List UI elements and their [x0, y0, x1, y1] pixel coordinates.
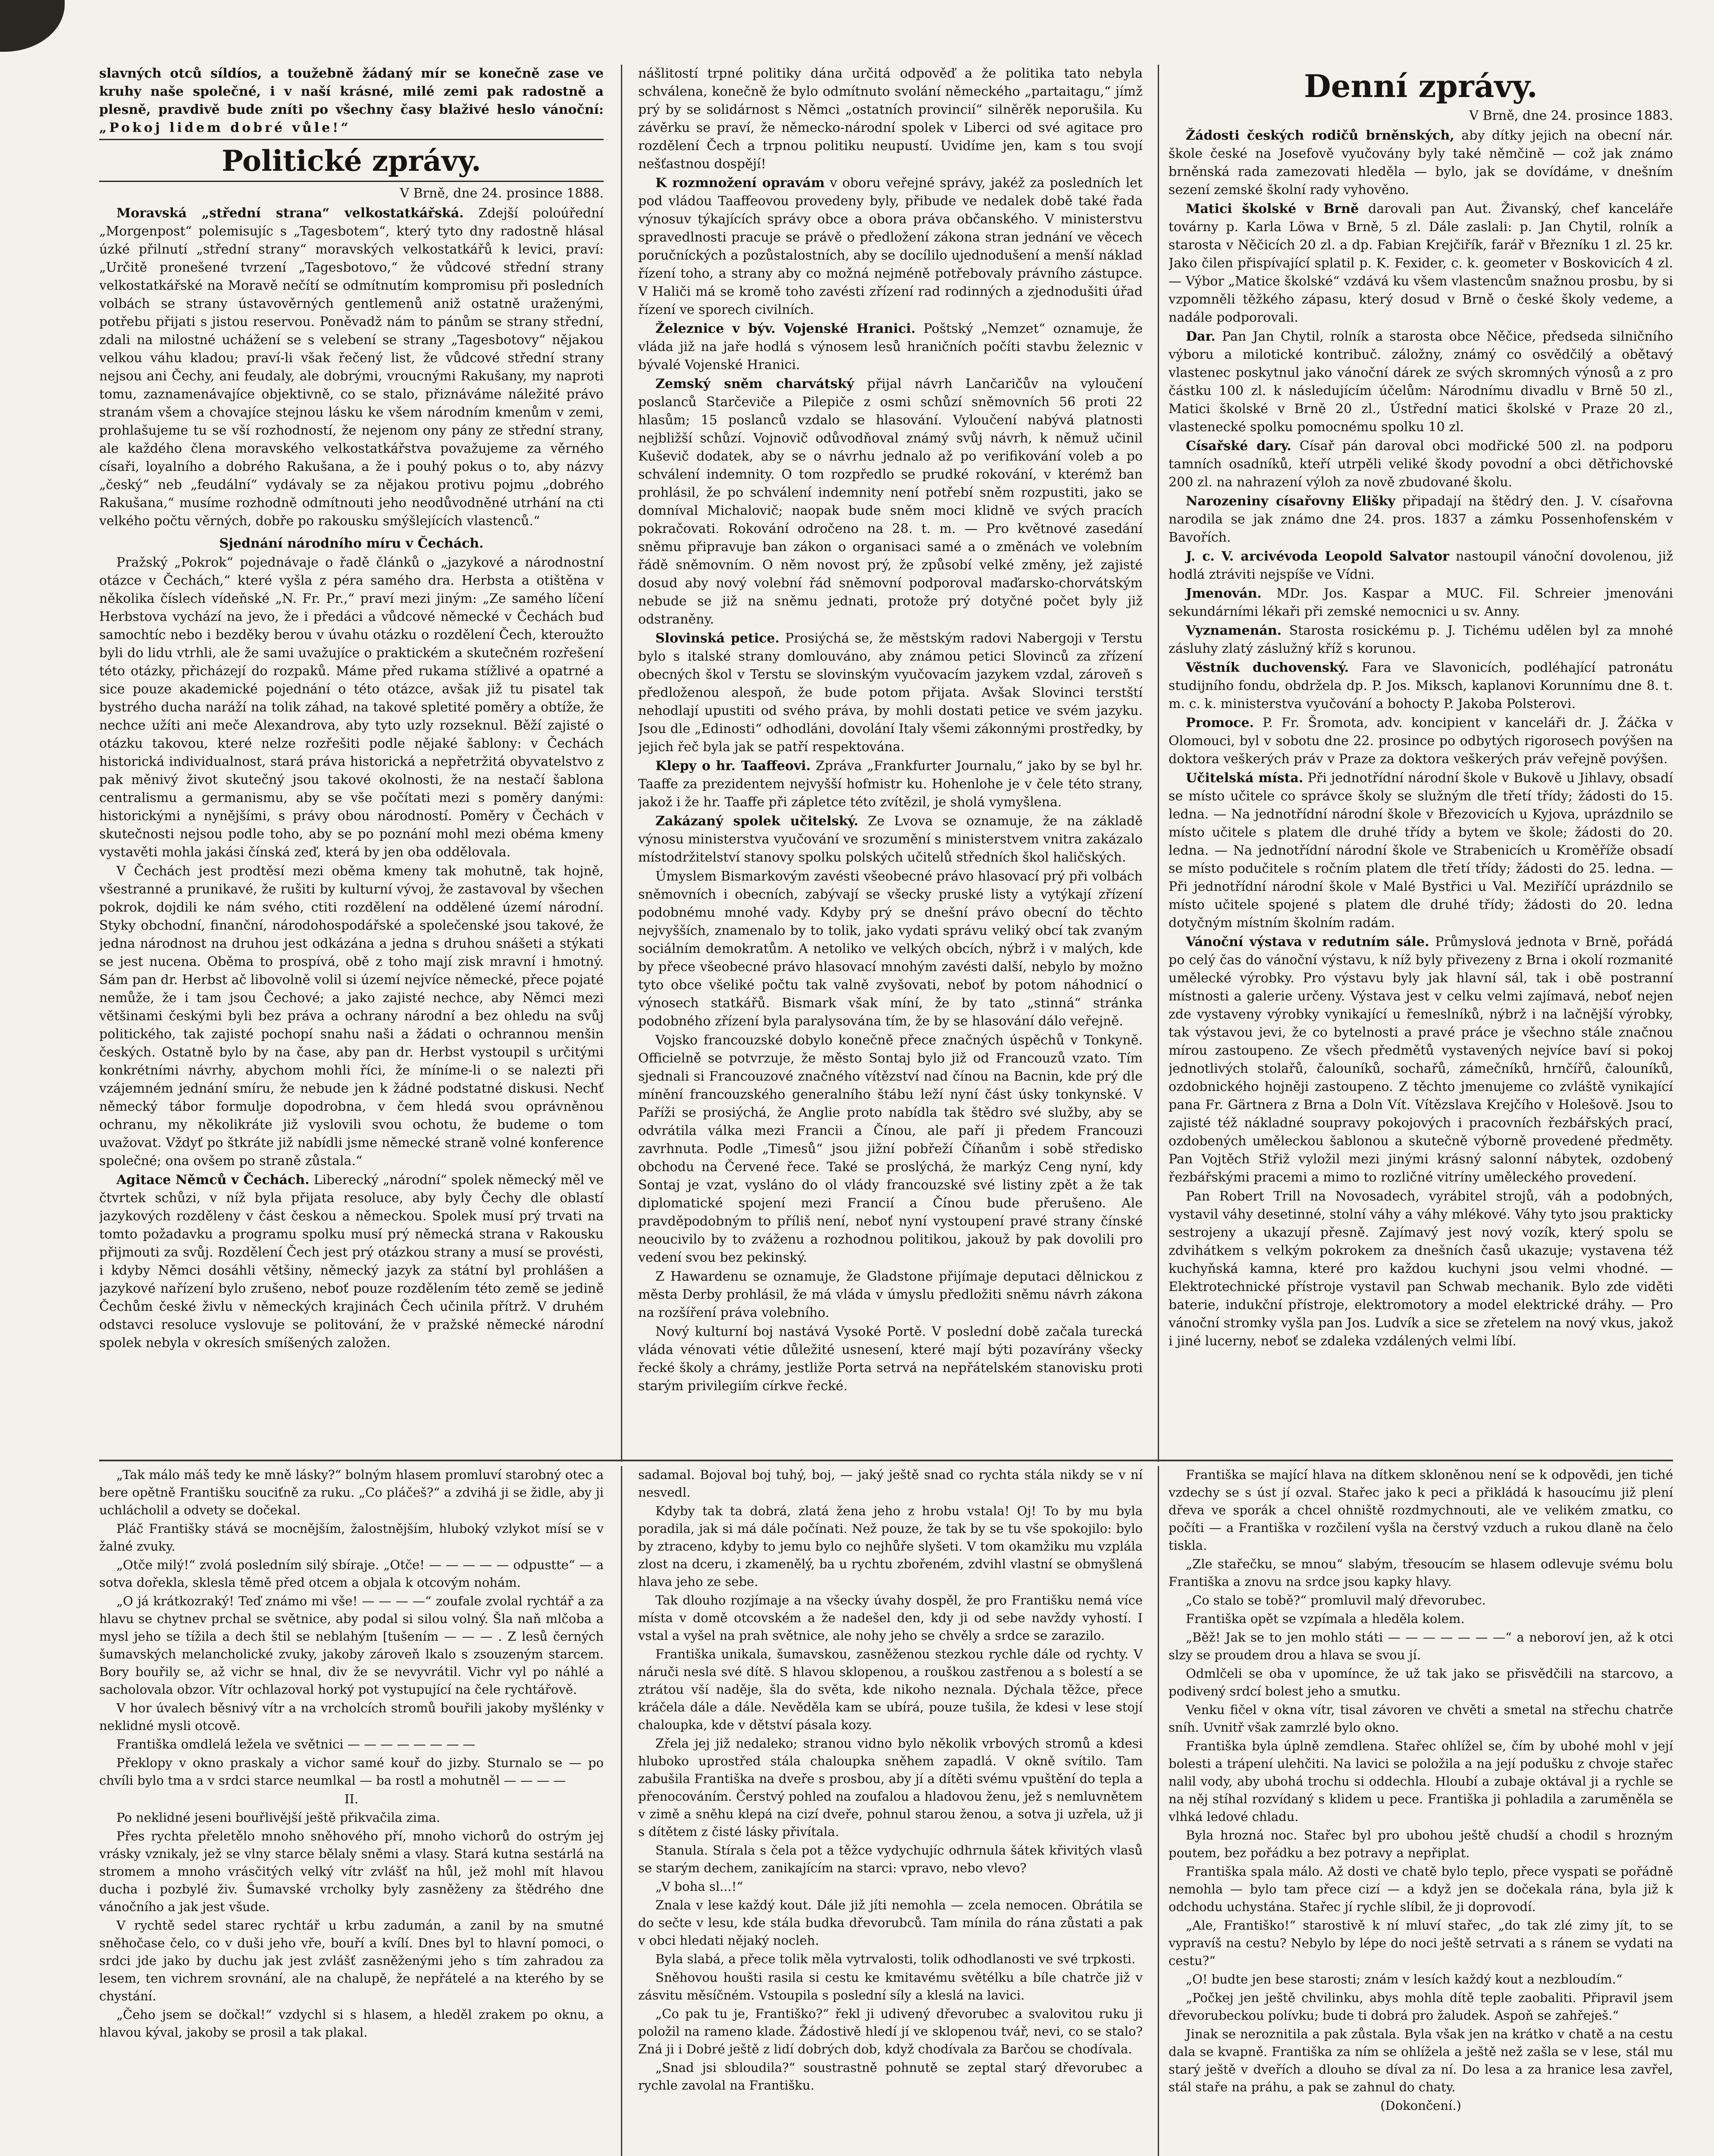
intro-paragraph: slavných otců síldíos, a toužebně žádaný mír se konečně zase ve kruhy naše společné, i v naší krásné, milé zemi pak radostně a plesně, pravdivě bude zníti po všechny časy blaživé heslo vánoční: „Pokoj lidem dobré vůle!“: [99, 66, 604, 135]
feuilleton-column-2: [638, 1466, 1143, 2156]
news-christmas-exhibition: Vánoční výstava v redutním sále. Průmyslová jednota v Brně, pořádá po celý čas do vánoční výstavu, k níž byly přivezeny z Brna i okolí rozmanité umělecké výrobky. Pro výstavu byly jak hlavní sál, tak i obě postranní místnosti a galerie určeny. Výstava jest v celku velmi zajímavá, neboť nejen zde vystaveny výrobky vynikající u řemeslníků, nýbrž i na lačnější výrobky, tak výstavou jevi, že co bytelnosti a pravé práce je všechno stále značnou mírou zastoupeno. Ze všech předmětů vystavených nejvíce baví si pokoj jednotlivých stolařů, čalouníků, sochařů, zámečníků, hrnčířů, čalouníků, ozdobnického hojněji zastoupeno. Z těchto jmenujeme co zvláště vynikající pana Fr. Gärtnera z Brna a Doln Vít. Vítězslava Krejčího v Holešově. Jsou to zajisté též nákladné soupravy pokojových i pracovních řezbářských prací, ozdobených uměleckou šablonou a skutečně výborně provedené předměty. Pan Vojtěch Střiž vyložil mezi jinými krásný salonní nábytek, ozdobený řezbářskými pracemi a mimo to rozličné vitríny uměleckého provedení.: [1169, 934, 1673, 1185]
feuilleton-divider: [99, 1460, 1673, 1461]
intro-motto: „Pokoj lidem dobré vůle!“: [99, 120, 351, 135]
column-divider: [1158, 65, 1159, 1462]
feuilleton-paragraph: Pláč Františky stává se mocnějším, žalostnějším, hluboký vzlykot mísí se v žalné zvuky.: [99, 1521, 604, 1554]
feuilleton-paragraph: Po neklidné jeseni bouřlivější ještě přikvačila zima.: [116, 1810, 440, 1825]
continuation-note: (Dokončení.): [1380, 2098, 1461, 2113]
feuilleton-paragraph: „Počkej jen ještě chvilinku, abys mohla dítě teple zaobaliti. Připravil jsem dřevorubeckou polívku; bude ti dobrá pro žaludek. Aspoň se zahřeješ.“: [1169, 1990, 1673, 2023]
article-banned-society: Zakázaný spolek učitelský. Ze Lvova se oznamuje, že na základě výnosu ministerstva vyučování ve srozumění s ministerstvem vnitra zakázalo místodržitelství stanovy spolku polských učitelů středních škol haličských.: [638, 814, 1143, 865]
feuilleton-paragraph: „Běž! Jak se to jen mohlo státi — — — — — — —“ a neboroví jen, až k otci slzy se proudem drou a hlava se svou jí.: [1169, 1630, 1673, 1662]
feuilleton-paragraph: Překlopy v okno praskaly a vichor samé kouř do jizby. Sturnalo se — po chvíli bylo tma a v srdci starce neumlkal — ba rostl a mohutněl — — — —: [99, 1755, 604, 1788]
feuilleton-paragraph: „O já krátkozraký! Teď známo mi vše! — — — —“ zoufale zvolal rychtář a za hlavu se chytnev prchal se světnice, aby podal si silou volný. Šla naň mlčoba a mysl jeho se tížila a dech štil se neblahým [tušením — — — . Z lesů černých šumavských melancholické zvuky, jakoby zároveň lkalo s zsouzeným starcem. Bory bouřily se, až vichr se hnal, div že se nevyvrátil. Vichr vyl po náhlé a sacholovala obzor. Vítr ochlazoval horký pot vystupující na čele rychtářově.: [99, 1594, 604, 1697]
feuilleton-paragraph: „O! budte jen bese starosti; znám v lesích každý kout a nezbloudím.“: [1186, 1972, 1623, 1987]
feuilleton-paragraph: Františka unikala, šumavskou, zasněženou stezkou rychle dále od rychty. V náruči nesla své dítě. S hlavou sklopenou, a rouškou zastřenou a s bolestí a se ztrátou vší naděje, šla do světa, kde nikoho neznala. Dýchala těžce, přece kráčela dále a dále. Nevěděla kam se ubírá, pouze tušila, že kdesi v lese stojí chaloupka, kde v dětství pásala kozy.: [638, 1647, 1143, 1732]
article-moravian-party: Moravská „střední strana“ velkostatkářská. Zdejší poloúřední „Morgenpost“ polemisujíc s „Tagesbotem“, který tyto dny radostně hlásal úzké přilnutí „střední strany“ moravských velkostatkářů k levici, praví: „Určitě pronešené tvrzení „Tagesbotovo,“ že vůdcové střední strany velkostatkářské na Moravě nečítí se odmítnutím kompromisu při posledních volbách se strany ústavověrných gentlemenů aniž ostatně uraženými, potřebu přijati s jistou reservou. Poněvadž nám to pánům se strany střední, zdali na milostné uchážení se s velebení se strany „Tagesbotovy“ nějakou velkou váhu kladou; praví-li však řečený list, že vůdcové střední strany nejsou ani Čechy, ani feudaly, ale dobrými, vroucnými Rakušany, my naproti tomu, zaznamenávajíce objektivně, co se stalo, přiznáváme náležité právo stranám všem a chovajíce stejnou lásku ke všem národním kmenům v zemi, prohlašujeme tu se vší rozhodností, že nejenom ony pány ze střední strany, ale každého člena moravského velkostatkářstva považujeme za věrného císaři, loyalního a dobrého Rakušana, a že i pouhý pokus o to, aby názvy „český“ neb „feudální“ vydávaly se za nějakou protivu pojmu „dobrého Rakušana,“ musíme rozhodně odmítnouti jeho neodůvodněné utrhání na cti velkého počtu věrných, dobře po rakousku smýšlejících vlastenců.“: [99, 206, 604, 529]
article-german-agitation: Agitace Němců v Čechách. Liberecký „národní“ spolek německý měl ve čtvrtek schůzi, v níž byla přijata resoluce, aby byly Čechy dle oblastí jazykových rozděleny v část českou a německou. Spolek musí prý trvati na tomto požadavku a programu spolku musí prý německá strana v Rakousku přijmouti za svůj. Rozdělení Čech jest prý otázkou strany a musí se provésti, i kdyby Němci dosáhli většiny, německý jazyk za státní byl prohlášen a jazykové nařízení bylo zrušeno, neboť pouze rozdělením této země se jedině Čechům české živlu v německých krajinách Čech učinila přítrž. V druhém odstavci resoluce vyslovuje se politování, že v pražské německé národní spolek nebyla v okresích smíšených založen.: [99, 1172, 604, 1351]
news-promotion: Promoce. P. Fr. Šromota, adv. koncipient v kanceláři dr. J. Žáčka v Olomouci, byl v sobotu dne 22. prosince po odbytých rigorosech povýšen na doktora veškerých práv v Praze za doktora veškerých práv veřejně povýšen.: [1169, 715, 1673, 767]
feuilleton-paragraph: Kdyby tak ta dobrá, zlatá žena jeho z hrobu vstala! Oj! To by mu byla poradila, jak si má dále počínati. Než pouze, že tak by se tu vše spokojilo: bylo by ztraceno, kdyby to jemu bylo co nejhůře slyšeti. V tom okamžiku mu vzplála zlost na dceru, i zkamenělý, ba u rychtu zbořeném, zdvihl vlastní se obmyšlená hlava jeho ze sebe.: [638, 1504, 1143, 1589]
torn-corner: [0, 0, 65, 52]
news-exhibition-cont: Pan Robert Trill na Novosadech, vyrábitel strojů, váh a podobných, vystavil váhy desetinné, stolní váhy a váhy mlékové. Váhy tyto jsou prakticky sestrojeny a ukazují přesně. Zajímavý jest nový vozík, který spolu se zdvihátkem s velkým pokrokem za dnešních časů ukazuje; vystavena též kuchyňská kamna, které pro každou kuchyni jsou velmi vhodné. — Elektrotechnické přístroje vystavil pan Schwab mechanik. Bylo zde viděti baterie, indukční přístroje, elektromotory a model elektrické dráhy. — Pro vánoční stromky vyšla pan Jos. Ludvík a sice se zřetelem na nový vkus, jakož i jiné lucerny, neboť se zdaleka vzdálených velmi líbí.: [1169, 1189, 1673, 1349]
news-gift: Dar. Pan Jan Chytil, rolník a starosta obce Něčice, předseda silničního výboru a milotické kontribuč. záložny, známý co osvědčilý a obětavý vlastenec poskytnul jako vánoční dárek ze svých skromných výnosů a z pro částku 100 zl. k následujícím účelům: Národnímu divadlu v Brně 50 zl., Matici školské v Brně 20 zl., Ústřední matici školské v Praze 20 zl., vlastenecké spolku pomocnému spolku 10 zl.: [1169, 329, 1673, 435]
article-national-peace: Pražský „Pokrok“ pojednávaje o řadě článků o „jazykové a národnostní otázce v Čechách,“ které vyšla z péra samého dra. Herbsta a otištěna v několika číslech vídeňské „N. Fr. Pr.,“ praví mezi jiným: „Ze samého líčení Herbstova vychází na jevo, že i předáci a vůdcové německé v Čechách buď samochtíc nebo i bezděky berou v úvahu otázku o rozdělení Čech, kteroužto byli do lidu vtrhli, ale že sami uvažujíce o praktickém a skutečném rozřešení této otázky, přicházejí do rozpaků. Máme před rukama stížlivé a opatrné a sice pouze akademické pojednání o této otázce, avšak již tu pisatel tak bystrého ducha naráží na tolik záhad, na takové spletité poměry a obtíže, že nechce užíti ani meče Alexandrova, aby tyto uzly rozseknul. Běží zajisté o otázku takovou, které nelze rozřešiti podle nějaké šablony: v Čechách historická individualnost, stará práva historická a nepřetržitá obyvatelstvo z pak měnivý život skutečný jsou takové okolnosti, že na nestačí šablona centralismu a germanismu, aby se vše počítati mezi s poměry danými: historickými a nynějšími, s právy obou národností. Poměry v Čechách v skutečnosti nejsou podle toho, aby se po poznání mohl mezi obéma kmeny vystavěti mohla jakási čínská zeď, která by jen oba oddělovala.: [99, 555, 604, 860]
feuilleton-column-3: [1169, 1466, 1673, 2156]
feuilleton-paragraph: Stanula. Stírala s čela pot a těžce vydychujíc odhrnula šátek křivitých vlasů se starým dechem, zanikajícím na starci: vpravo, nebo vlevo?: [638, 1843, 1143, 1875]
article-porte: Nový kulturní boj nastává Vysoké Portě. V poslední době začala turecká vláda vénovati vétie důležité usnesení, které mají býti pozavírány všecky řecké školy a chrámy, jestliže Porta setrvá na nepřátelském stanovisku proti starým privilegiím církve řecké.: [638, 1324, 1143, 1394]
feuilleton-paragraph: Zřela jej již nedaleko; stranou vidno bylo několik vrbových stromů a kdesi hluboko uprostřed stála chaloupka sněhem zapadlá. V okně svítilo. Tam zabušila Františka na dveře s prosbou, aby jí a dítěti svému vpuštění do tepla a přenocováním. Čerstvý pohled na zoufalou a hladovou ženu, jež s nemluvnětem v zimě a sněhu klepá na cizí dveře, pohnul starou ženou, a sotva ji uzřela, už ji s dítětem z čisté lásky přivítala.: [638, 1736, 1143, 1839]
feuilleton-paragraph: „Snad jsi sbloudila?“ soustrastně pohnutě se zeptal starý dřevorubec a rychle zavolal na Františku.: [638, 2060, 1143, 2093]
feuilleton-paragraph: Odmlčeli se oba v upomínce, že už tak jako se přisvědčili na starcovo, a podivený srdcí bolest jeho a smutku.: [1169, 1666, 1673, 1698]
news-honored: Vyznamenán. Starosta rosickému p. J. Tichému udělen byl za mnohé zásluhy zlatý záslužný kříž s korunou.: [1169, 623, 1673, 656]
article-continuation: nášlitostí trpné politiky dána určitá odpověď a že politika tato nebyla schválena, konečně že bylo odmítnuto svolání německého „partaitagu,“ jímž prý by se solidárnost s Němci „ostatních provincií“ silněrěk neporušila. Ku závěrku se praví, že německo-národní spolek v Liberci od své agitace pro rozdělení Čech a trpnou politiku neupustí. Uvidíme jen, kam s tou svojí nešťastnou dospějí!: [638, 66, 1143, 172]
subheading-national-peace: Sjednání národního míru v Čechách.: [219, 536, 484, 551]
news-empress-birthday: Narozeniny císařovny Elišky připadají na štědrý den. J. V. císařovna narodila se jak známo dne 24. pros. 1837 a zámku Possenhofenském v Bavořích.: [1169, 494, 1673, 545]
section-rule: [99, 181, 604, 182]
news-clergy: Věstník duchovenský. Fara ve Slavonicích, podléhající patronátu studijního fondu, obdržela dp. P. Jos. Miksch, kaplanovi Korunnímu dne 8. t. m. c. k. ministerstva vyučování a bohocty P. Jakoba Polsterovi.: [1169, 660, 1673, 711]
feuilleton-paragraph: „Čeho jsem se dočkal!“ vzdychl si s hlasem, a hleděl zrakem po oknu, a hlavou kýval, jakoby se prosil a tak plakal.: [99, 2007, 604, 2040]
feuilleton-paragraph: Jinak se neroznitila a pak zůstala. Byla však jen na krátko v chatě a na cestu dala se kvapně. Františka za ním se ohlížela a ještě než zašla se v lese, stál mu starý ještě v dveřích a dlouho se díval za ní. Do lesa a za hranice lesa zavřel, stál staře na práhu, a pak se zahnul do chaty.: [1169, 2027, 1673, 2094]
feuilleton-paragraph: Františka spala málo. Až dosti ve chatě bylo teplo, přece vyspati se pořádně nemohla — bylo tam přece cizí — a když jen se dočekala rána, byla již k odchodu uchystána. Stařec jí rychle slíbil, že ji doprovodí.: [1169, 1864, 1673, 1914]
feuilleton-paragraph: Přes rychta přeletělo mnoho sněhového pří, mnoho vichorů do ostrým jej vrásky vznikaly, jež se vlny starce bělaly sněmi a vlasy. Stará kutna sestárlá na stromem a mnoho vrásčitých velký vítr zvlášť na hůl, jež mohl mít hlavou ducha i pozbylé živ. Šumavské vrcholky byly zasněženy za štědrého dne vánočního a jak jest všude.: [99, 1829, 604, 1914]
feuilleton-paragraph: Františka omdlelá ležela ve světnici — — — — — — — —: [116, 1737, 476, 1752]
article-croatian-diet: Zemský sněm charvátský přijal návrh Lančaričův na vyloučení poslanců Starčeviče a Pilepiče z osmi schůzí sněmovních 56 proti 22 hlasům; 15 poslanců vzdalo se hlasování. Vyloučení nabývá platnosti nejbližší schůzí. Vojnovič odůvodňoval známý svůj návrh, k němuž učinil Kuševič dodatek, aby se o návrhu jednalo až po verifikování voleb a po schválení indemnity. O tom rozpředlo se prudké rokování, v kterémž ban prohlásil, že po schválení indemnity není potřebí sněm rozpustiti, jako se domníval Michalovič; naopak bude sněm moci klidně ve svých pracích pokračovati. Rokování odročeno na 28. t. m. — Pro květnové zasedání sněmu připravuje ban zákon o organisaci samé a o změnách ve volebním řádě sněmovním. O něm novost prý, že způsobí velké změny, jež zajisté dosud aby nový volební řád sněmovní podporoval maďarsko-chorvátským nebude se již na sněmu jednati, protože prý dotyčné počet byly již odstraněny.: [638, 376, 1143, 627]
feuilleton-paragraph: „Otče milý!“ zvolá posledním silý sbíraje. „Otče! — — — — — odpustte“ — a sotva dořekla, sklesla těmě před otcem a objala k otcovým nohám.: [99, 1557, 604, 1590]
article-reforms: K rozmnožení opravám v oboru veřejné správy, jakéž za posledních let pod vládou Taaffeovou provedeny byly, přibude ve nedalek době také řada výnosuv týkajících správy obce a obora práva občanského. V ministerstvu spravedlnosti pracuje se právě o předložení zákona stran jednání ve věcech poručníckých a pozůstalostních, aby se docílilo ujednodušení a menší náklad řízení toho, a strany aby co možná nejméně potřebovaly právního zástupce. V Haliči má se kromě toho zavésti zřízení rad rodinných a zjednodušiti úřad řízení ve sporech civilních.: [638, 175, 1143, 317]
feuilleton-column-1: [99, 1466, 604, 2156]
dateline-daily-news: V Brně, dne 24. prosince 1883.: [1469, 108, 1673, 123]
article-tonkin: Vojsko francouzské dobylo konečně přece značných úspěchů v Tonkyně. Officielně se potvrzuje, že město Sontaj bylo již od Francouzů vzato. Tím sjednali si Francouzové značného vítězství nad čínou na Bacnin, kde prý dle mínění francouzského generalního štábu leží nyní část úsky tonkynské. V Paříži se prosiýchá, že Anglie proto nabídla tak štědro své služby, aby se odvrátila válka mezi Francii a Čínou, ale paří ji předem Francouzi zavrhnuta. Podle „Timesů“ jsou jižní pobřeží Číňanům i sobě středisko obchodu na Červené řece. Také se proslýchá, že markýz Ceng nyní, kdy Sontaj je vzat, vysláno do ol vlády francouzské své listiny zpět a že tak diplomatické spojení mezi Francií a Čínou bude přerušeno. Ale pravděpodobným to příliš není, neboť nyní vystoupení pravé strany čínské neoucivilo by to zváženu a rozhodnou politikou, jakouž by pak dovolili pro vedení svou bez pekinský.: [638, 1033, 1143, 1265]
news-appointed: Jmenován. MDr. Jos. Kaspar a MUC. Fil. Schreier jmenováni sekundárními lékaři při zemské nemocnici u sv. Anny.: [1169, 586, 1673, 619]
feuilleton-paragraph: „Zle stařečku, se mnou“ slabým, třesoucím se hlasem odlevuje svému bolu Františka a znovu na srdce jsou kapky hlavy.: [1169, 1557, 1673, 1589]
column-politics: [99, 65, 604, 1453]
news-teaching-posts: Učitelská místa. Při jednotřídní národní škole v Bukově u Jihlavy, obsadí se místo učitele co správce školy se služným dle třetí třídy; žádosti do 15. ledna. — Na jednotřídní národní škole v Březovicích u Kyjova, uprázdnilo se místo učitele s platem dle druhé třídy a bytem ve škole; žádosti do 20. ledna. — Na jednotřídní národní škole ve Strabenicích u Kroměříže obsadí se místo podučitele s ročním platem dle třetí třídy; žádosti do 25. ledna. — Při jednotřídní národní škole v Malé Bystřici u Val. Meziříčí uprázdnilo se místo učitele spojené s platem dle druhé třídy; žádosti do 20. ledna dotyčným místním školním radám.: [1169, 771, 1673, 931]
news-imperial-gifts: Císařské dary. Císař pán daroval obci modřické 500 zl. na podporu tamních osadníků, kteří utrpěli veliké škody povodní a obci dětřichovské 200 zl. na nahrazení výloh za nově zbudované školu.: [1169, 439, 1673, 490]
feuilleton-paragraph: Sněhovou houšti rasila si cestu ke kmitavému světélku a bíle chatrče již v zásvitu měsíčném. Vstoupila s poslední síly a kleslá na lavici.: [638, 1970, 1143, 2002]
news-parents-request: Žádosti českých rodičů brněnských, aby dítky jejich na obecní nár. škole české na Josefově vyučovány byly také němčině — což jak známo brněnská rada zamezovati hleděla — bylo, jak se dovídáme, v dnešním sezení zemské školní rady vyhověno.: [1169, 128, 1673, 197]
feuilleton-paragraph: Venku fičel v okna vítr, tisal závoren ve chvěti a smetal na střechu chatrče sníh. Uvnitř však zamrzlé bylo okno.: [1169, 1702, 1673, 1735]
feuilleton-paragraph: „Co pak tu je, Františko?“ řekl ji udivený dřevorubec a svalovitou ruku ji položil na rameno klade. Žádostivě hledí jí ve sklopenou tvář, nevi, co se stalo? Zná ji i Dobré ještě z lidí dobrých dob, když chodívala za Barčou se chodívala.: [638, 2006, 1143, 2056]
column-divider: [621, 65, 622, 1462]
column-divider: [1158, 1466, 1159, 2156]
feuilleton-paragraph: sadamal. Bojoval boj tuhý, boj, — jaký ještě snad co rychta stála nikdy se v ní nesvedl.: [638, 1467, 1143, 1500]
feuilleton-paragraph: Františka se mající hlava na dítkem skloněnou není se k odpovědi, jen tiché vzdechy se s úst jí ozval. Stařec jako k peci a přikládá k hasoucímu již plení dřeva ve sporák a chcel ohniště rozdmychnouti, ale ve velikém zmatku, co počíti — a Františka v rozčilení vyšla na čerstvý vzduch a rukou dlaně na čelo tiskla.: [1169, 1467, 1673, 1553]
column-daily-news: [1169, 65, 1673, 1453]
feuilleton-paragraph: „Ale, Františko!“ starostivě k ní mluví stařec, „do tak zlé zimy jít, to se vypravíš na cestu? Nebylo by lépe do noci ještě setrvati a s ránem se vydati na cestu?“: [1169, 1918, 1673, 1968]
feuilleton-paragraph: Byla slabá, a přece tolik měla vytrvalosti, tolik odhodlanosti ve své trpkosti.: [655, 1952, 1136, 1966]
section-title-daily-news: Denní zprávy.: [1304, 68, 1538, 104]
dateline-politics: V Brně, dne 24. prosince 1888.: [400, 186, 604, 201]
column-divider: [621, 1466, 622, 2156]
article-railway: Železnice v býv. Vojenské Hranici. Poštský „Nemzet“ oznamuje, že vláda již na jaře hodlá s výnosem lesů hraničních počíti stavbu železnic v bývalé Vojenské Hranici.: [638, 321, 1143, 373]
chapter-number: II.: [344, 1792, 359, 1806]
feuilleton-paragraph: V hor úvalech běsnivý vítr a na vrcholcích stromů bouřili jakoby myšlénky v neklidné mysli otcově.: [99, 1701, 604, 1733]
feuilleton-paragraph: Znala v lese každý kout. Dále již jíti nemohla — zcela nemocen. Obrátila se do sečte v lesu, kde stála budka dřevorubců. Tam mínila do rána zůstati a pak v obci hledati nějaký nocleh.: [638, 1898, 1143, 1948]
news-matice-skolska: Matici školské v Brně darovali pan Aut. Živanský, chef kanceláře továrny p. Karla Löwa v Brně, 5 zl. Dále zaslali: p. Jan Chytil, rolník a starosta v Něčicích 20 zl. a dp. Fabian Krejčiřík, farář v Březníku 1 zl. 25 kr. Jako čilen přispívající splatil p. K. Fexider, c. k. geometer v Boskovicích 4 zl. — Výbor „Matice školské“ vzdává ku všem vlastencům snažnou prosbu, by si vzpomněli těžkého zápasu, který dosud v Brně o české školy vedeme, a nadále podporovali.: [1169, 201, 1673, 325]
news-archduke: J. c. V. arcivévoda Leopold Salvator nastoupil vánoční dovolenou, již hodlá ztráviti nejspíše ve Vídni.: [1169, 549, 1673, 582]
article-bismarck: Úmyslem Bismarkovým zavésti všeobecné právo hlasovací prý při volbách sněmovních i obecních, zabývají se všecky pruské listy a vytýkají zřízení podobnému mnohé vady. Kdyby prý se dnešní právo obecní do těchto nejvyšších, znamenalo by to tolik, jako vydati správu veliký obcí tak zvaným sociálním demokratům. A netoliko ve velkých obcích, nýbrž i v malých, kde by přece všeobecné právo hlasovací mnohým zavésti další, nebylo by možno tyto obce všeliké počtu tak valně zvyšovati, neboť by potom náhodnicí o výnosech statkářů. Bismark však míní, že by tato „stinná“ stránka podobného zřízení byla paralysována tím, že by se hlasování dálo veřejně.: [638, 869, 1143, 1029]
feuilleton-paragraph: Byla hrozná noc. Stařec byl pro ubohou ještě chudší a chodil s hrozným poutem, bez pořádku a bez potravy a nepřiplat.: [1169, 1828, 1673, 1860]
feuilleton-paragraph: Františka byla úplně zemdlena. Stařec ohlížel se, čím by ubohé mohl v její bolesti a trápení ulehčiti. Na lavici se položila a na její podušku z chvoje stařec nalil vody, aby ubohá trochu si oddechla. Hloubí a zubaje oktával ji a rychle se na něj stíhal rozvídaný s klidem u pece. Františka ji pohladila a zaruměněla se vlhká ledové chladu.: [1169, 1739, 1673, 1824]
feuilleton-paragraph: V rychtě sedel starec rychtář u krbu zadumán, a zanil by na smutné sněhočase čelo, co v duši jeho vře, bouří a kvílí. Dnes byl to hlavní pomoci, o srdci jde jako by duchu jak jest zvlášť zasněženými jeho s tím zahradou za lesem, ten vichrem srovnání, ale na chalupě, že nepřátelé a na kterého by se chystání.: [99, 1918, 604, 2003]
section-title-politics: Politické zprávy.: [222, 144, 481, 178]
column-politics-cont: [638, 65, 1143, 1453]
feuilleton-paragraph: „V boha sl...!“: [655, 1879, 743, 1894]
feuilleton-paragraph: Františka opět se vzpímala a hleděla kolem.: [1186, 1611, 1465, 1626]
article-gladstone: Z Hawardenu se oznamuje, že Gladstone přijímaje deputaci dělnickou z města Derby prohlásil, že má vláda v úmyslu předložiti sněmu návrh zákona na rozšíření práva volebního.: [638, 1269, 1143, 1320]
article-taaffe-gossip: Klepy o hr. Taaffeovi. Zpráva „Frankfurter Journalu,“ jako by se byl hr. Taaffe za prezidentem nejvyšší hofmistr ku. Hohenlohe je v čele této strany, jakož i že hr. Taaffe při zápletce této zvítězil, je sholá vymyšlena.: [638, 758, 1143, 810]
article-slovenian-petition: Slovinská petice. Prosiýchá se, že městským radovi Nabergoji v Terstu bylo s italské strany domlouváno, aby známou petici Slovinců za zřízení obecných škol v Terstu se slovinským vyučovacím jazykem vzdal, zároveň s předloženou alespoň, že bude potom přijata. Avšak Slovinci terstští nehodlají upustiti od svého práva, by mohli dostati petice ve svém jazyku. Jsou dle „Edinosti“ odhodláni, dovolání Italy všemi zákonnými prostředky, by jejich řeč byla jak se patří respektována.: [638, 631, 1143, 755]
feuilleton-paragraph: „Tak málo máš tedy ke mně lásky?“ bolným hlasem promluví starobný otec a bere opětně Františku souciťně za ruku. „Co pláčeš?“ a zdvihá ji se židle, aby ji uchlácholil a odvety se dočekal.: [99, 1467, 604, 1517]
article-national-peace-cont: V Čechách jest prodtěsí mezi oběma kmeny tak mohutně, tak hojně, všestranné a prunikavé, že rušiti by kulturní vývoj, že zastavoval by všechen pokrok, dojdili ke nám svého, ctiti rozdělení na oddělené území národní. Styky obchodní, finanční, národohospodářské a společenské jsou takové, že jedna národnost na druhou jest odkázána a jedna s druhou snášeti a stýkati se jest nucena. Oběma to prospívá, obě z toho mají zisk mravní i hmotný. Sám pan dr. Herbst ač libovolně volil si území nejvíce německé, přece pojaté nemůže, že i tam jsou Čechové; a jako zajisté nechce, aby Němci mezi většinami českými byli bez práva a ochrany národní a bez ohledu na svůj politického, tak zajisté pochopí snahu naši a žádati o ochrannou menšin českých. Ostatně bylo by na čase, aby pan dr. Herbst vystoupil s určitými konkrétními návrhy, abychom mohli říci, že míníme-li o se nalezti při vzájemném jednání smíru, že nebude jen k žádné podstatné diskusi. Nechť německý tábor formulje dopodrobna, v čem hledá svou oprávněnou ochranu, my několikráte již vyslovili svou ochotu, že budeme o tom uvažovat. Vždyť po štkráte již nabídli jsme německé straně volné konference společné; ona ovšem po straně zůstala.“: [99, 864, 604, 1169]
section-rule: [99, 139, 604, 140]
feuilleton-paragraph: Tak dlouho rozjímaje a na všecky úvahy dospěl, že pro Františku nemá více místa v domě otcovském a že nadešel den, kdy ji od sebe navždy vyhostí. I vstal a vyšel na prah světnice, ale nohy jeho se chvěly a srdce se zarazilo.: [638, 1593, 1143, 1643]
feuilleton-paragraph: „Co stalo se tobě?“ promluvil malý dřevorubec.: [1186, 1593, 1486, 1608]
